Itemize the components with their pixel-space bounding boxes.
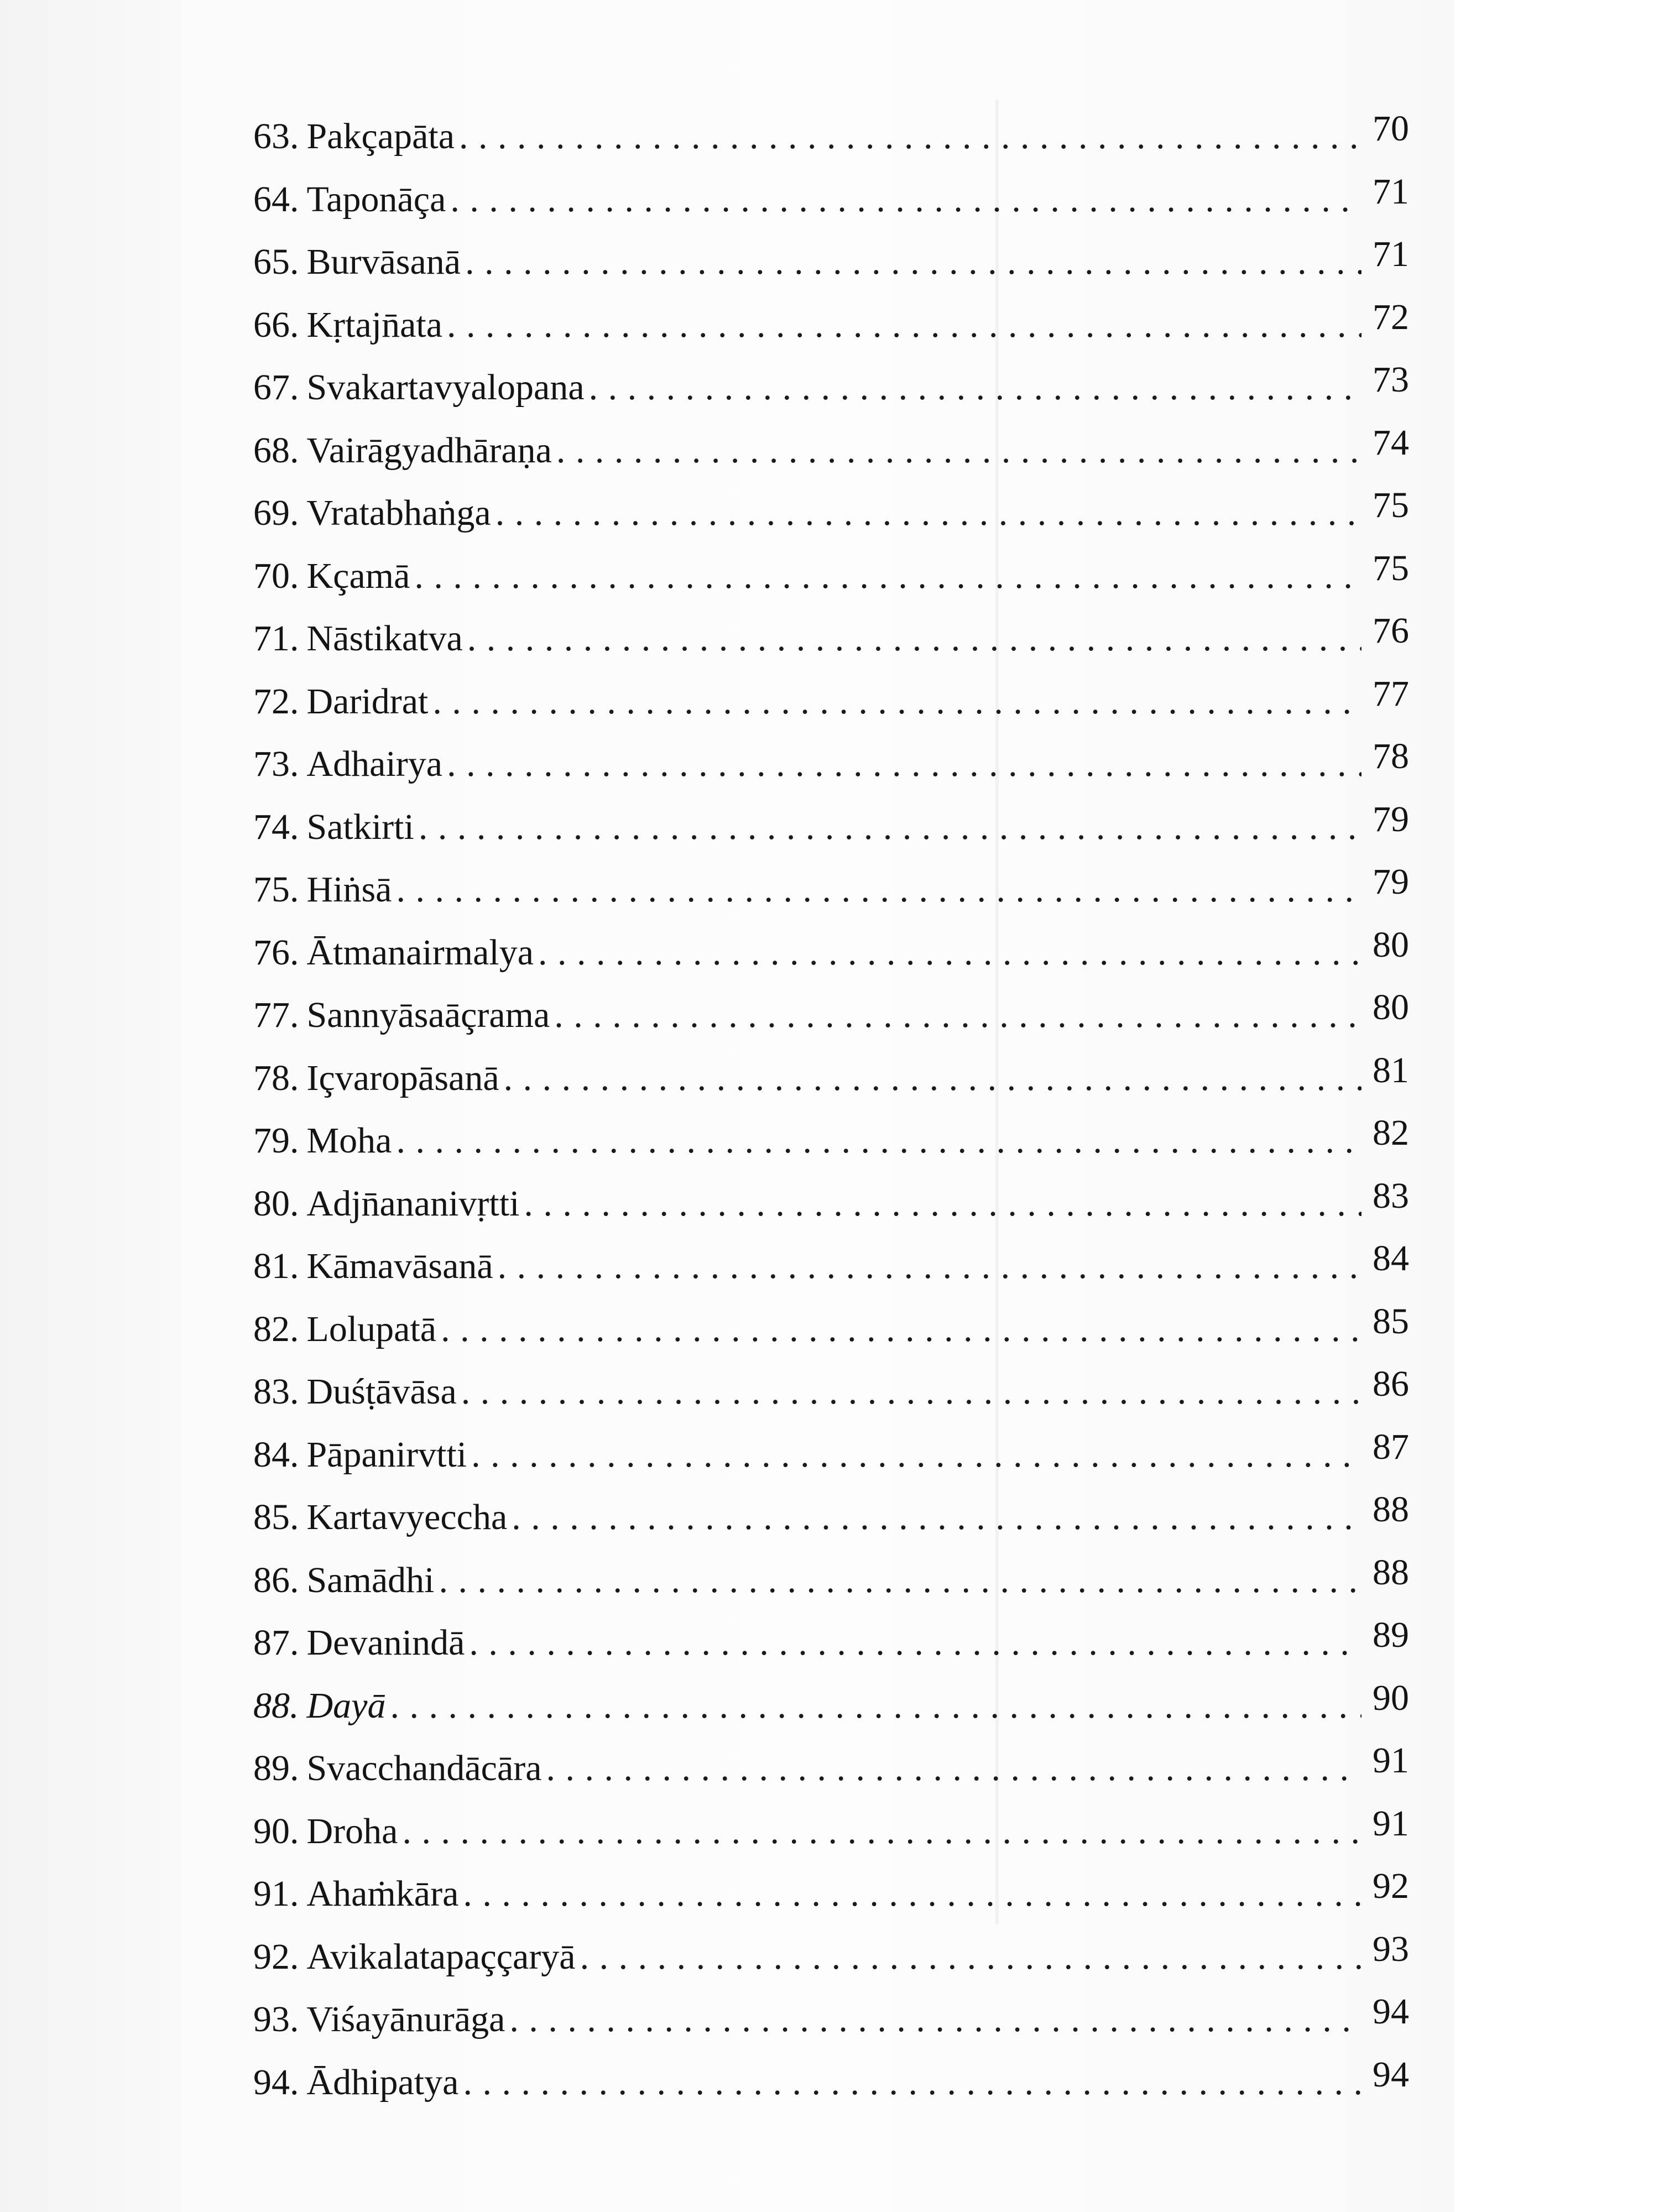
entry-page-number: 71 [1373, 234, 1409, 274]
toc-entry [253, 1800, 1409, 1863]
entry-page-number: 82 [1373, 1113, 1409, 1153]
entry-title: Kāmavāsanā [306, 1246, 493, 1286]
entry-number: 75. [253, 869, 299, 910]
toc-entry [253, 419, 1409, 482]
entry-title: Taponāça [306, 179, 446, 220]
page-margin-edge [1454, 0, 1659, 2212]
entry-title: Droha [306, 1811, 398, 1851]
dot-leader [498, 1235, 1361, 1298]
dot-leader [439, 1549, 1361, 1612]
dot-leader [396, 1109, 1361, 1172]
entry-page-number: 84 [1373, 1238, 1409, 1279]
toc-entry [253, 231, 1409, 294]
entry-title: Vratabhaṅga [306, 493, 491, 533]
toc-entry [253, 796, 1409, 859]
entry-number: 65. [253, 242, 299, 282]
toc-entry [253, 607, 1409, 670]
entry-page-number: 93 [1373, 1928, 1409, 1969]
entry-number: 81. [253, 1246, 299, 1286]
entry-page-number: 88 [1373, 1552, 1409, 1593]
toc-entry [253, 858, 1409, 921]
entry-page-number: 78 [1373, 736, 1409, 776]
entry-number: 79. [253, 1120, 299, 1161]
entry-number: 73. [253, 744, 299, 784]
entry-title: Nāstikatva [306, 618, 463, 659]
dot-leader [396, 858, 1361, 921]
entry-title: Kṛtajn̄ata [306, 304, 443, 345]
entry-title: Kartavyeccha [306, 1497, 508, 1537]
toc-entry [253, 1674, 1409, 1738]
toc-entry [253, 1549, 1409, 1612]
entry-title: Pāpanirvtti [306, 1434, 467, 1475]
entry-number: 78. [253, 1057, 299, 1098]
entry-number: 92. [253, 1936, 299, 1977]
toc-entry [253, 482, 1409, 545]
toc-entry [253, 1988, 1409, 2051]
entry-title: Burvāsanā [306, 242, 461, 282]
entry-page-number: 71 [1373, 171, 1409, 212]
entry-page-number: 86 [1373, 1364, 1409, 1404]
entry-title: Pakçapāta [306, 116, 455, 156]
dot-leader [556, 419, 1361, 482]
toc-entry [253, 921, 1409, 984]
entry-page-number: 80 [1373, 924, 1409, 965]
entry-number: 68. [253, 430, 299, 471]
entry-page-number: 73 [1373, 359, 1409, 400]
entry-page-number: 85 [1373, 1301, 1409, 1342]
entry-number: 86. [253, 1559, 299, 1600]
dot-leader [467, 607, 1361, 670]
dot-leader [495, 482, 1361, 545]
dot-leader [554, 984, 1361, 1047]
entry-title: Svakartavyalopana [306, 367, 585, 408]
toc-entry [253, 1172, 1409, 1235]
entry-title: Sannyāsaāçrama [306, 995, 550, 1035]
entry-title: Viśayānurāga [306, 1999, 505, 2039]
toc-entry [253, 1926, 1409, 1989]
entry-page-number: 75 [1373, 547, 1409, 588]
entry-page-number: 94 [1373, 2054, 1409, 2095]
dot-leader [390, 1674, 1361, 1738]
entry-page-number: 76 [1373, 611, 1409, 651]
dot-leader [447, 294, 1361, 357]
entry-page-number: 91 [1373, 1740, 1409, 1781]
entry-title: Duśṭāvāsa [306, 1371, 457, 1412]
toc-entry [253, 1109, 1409, 1172]
entry-title: Avikalatapaççaryā [306, 1936, 576, 1977]
entry-page-number: 88 [1373, 1489, 1409, 1530]
toc-entry [253, 984, 1409, 1047]
entry-number: 80. [253, 1183, 299, 1224]
entry-title: Hiṅsā [306, 869, 392, 910]
entry-page-number: 79 [1373, 862, 1409, 902]
toc-entry [253, 1047, 1409, 1110]
entry-page-number: 79 [1373, 799, 1409, 839]
entry-number: 91. [253, 1874, 299, 1914]
dot-leader [441, 1298, 1361, 1361]
entry-page-number: 90 [1373, 1677, 1409, 1718]
entry-number: 90. [253, 1811, 299, 1851]
entry-page-number: 83 [1373, 1175, 1409, 1216]
dot-leader [471, 1423, 1361, 1486]
entry-page-number: 74 [1373, 422, 1409, 463]
entry-title: Ātmanairmalya [306, 932, 534, 973]
toc-entry [253, 670, 1409, 733]
entry-title: Ahaṁkāra [306, 1874, 459, 1914]
toc-entry [253, 105, 1409, 168]
entry-title: Adhairya [306, 744, 443, 784]
entry-title: Kçamā [306, 555, 410, 596]
entry-title: Satkirti [306, 806, 414, 847]
toc-entry [253, 1360, 1409, 1423]
dot-leader [469, 1611, 1361, 1674]
dot-leader [465, 231, 1361, 294]
dot-leader [414, 545, 1361, 608]
table-of-contents [253, 105, 1409, 2114]
dot-leader [432, 670, 1361, 733]
entry-number: 76. [253, 932, 299, 973]
entry-number: 64. [253, 179, 299, 220]
dot-leader [589, 356, 1361, 419]
entry-title: Adjn̄ananivṛtti [306, 1183, 520, 1224]
entry-number: 89. [253, 1748, 299, 1788]
toc-entry [253, 2051, 1409, 2114]
entry-title: Svacchandācāra [306, 1748, 542, 1788]
toc-entry [253, 1298, 1409, 1361]
dot-leader [504, 1047, 1361, 1110]
dot-leader [459, 105, 1361, 168]
dot-leader [447, 733, 1361, 796]
toc-entry [253, 356, 1409, 419]
entry-page-number: 92 [1373, 1866, 1409, 1906]
entry-number: 63. [253, 116, 299, 156]
entry-title: Içvaropāsanā [306, 1057, 499, 1098]
entry-number: 94. [253, 2062, 299, 2103]
toc-entry [253, 1423, 1409, 1486]
entry-number: 74. [253, 806, 299, 847]
entry-number: 71. [253, 618, 299, 659]
entry-number: 77. [253, 995, 299, 1035]
dot-leader [402, 1800, 1361, 1863]
entry-number: 83. [253, 1371, 299, 1412]
entry-title: Samādhi [306, 1559, 435, 1600]
toc-entry [253, 1235, 1409, 1298]
entry-number: 69. [253, 493, 299, 533]
entry-number: 67. [253, 367, 299, 408]
toc-entry [253, 294, 1409, 357]
entry-page-number: 94 [1373, 1991, 1409, 2032]
dot-leader [546, 1737, 1361, 1800]
entry-title: Moha [306, 1120, 392, 1161]
entry-page-number: 72 [1373, 296, 1409, 337]
toc-entry [253, 1486, 1409, 1549]
toc-entry [253, 1737, 1409, 1800]
entry-number: 88. [253, 1685, 299, 1726]
entry-number: 66. [253, 304, 299, 345]
dot-leader [524, 1172, 1361, 1235]
entry-title: Lolupatā [306, 1308, 437, 1349]
dot-leader [463, 2051, 1361, 2114]
entry-number: 84. [253, 1434, 299, 1475]
entry-page-number: 87 [1373, 1426, 1409, 1467]
toc-entry [253, 733, 1409, 796]
dot-leader [509, 1988, 1361, 2051]
entry-title: Ādhipatya [306, 2062, 459, 2103]
entry-page-number: 70 [1373, 108, 1409, 149]
dot-leader [463, 1863, 1361, 1926]
entry-number: 82. [253, 1308, 299, 1349]
entry-number: 70. [253, 555, 299, 596]
dot-leader [580, 1926, 1361, 1989]
dot-leader [419, 796, 1361, 859]
entry-title: Daridrat [306, 681, 429, 722]
entry-page-number: 77 [1373, 673, 1409, 714]
entry-number: 85. [253, 1497, 299, 1537]
entry-number: 93. [253, 1999, 299, 2039]
entry-number: 72. [253, 681, 299, 722]
dot-leader [461, 1360, 1361, 1423]
entry-title: Vairāgyadhāraṇa [306, 430, 552, 471]
toc-entry [253, 1611, 1409, 1674]
toc-entry [253, 1863, 1409, 1926]
dot-leader [512, 1486, 1361, 1549]
entry-page-number: 89 [1373, 1615, 1409, 1655]
entry-title: Devanindā [306, 1623, 465, 1663]
entry-page-number: 75 [1373, 485, 1409, 525]
entry-number: 87. [253, 1623, 299, 1663]
entry-title: Dayā [306, 1685, 386, 1726]
entry-page-number: 91 [1373, 1803, 1409, 1844]
toc-entry [253, 168, 1409, 231]
dot-leader [538, 921, 1361, 984]
entry-page-number: 81 [1373, 1050, 1409, 1091]
toc-entry [253, 545, 1409, 608]
dot-leader [450, 168, 1361, 231]
entry-page-number: 80 [1373, 987, 1409, 1027]
